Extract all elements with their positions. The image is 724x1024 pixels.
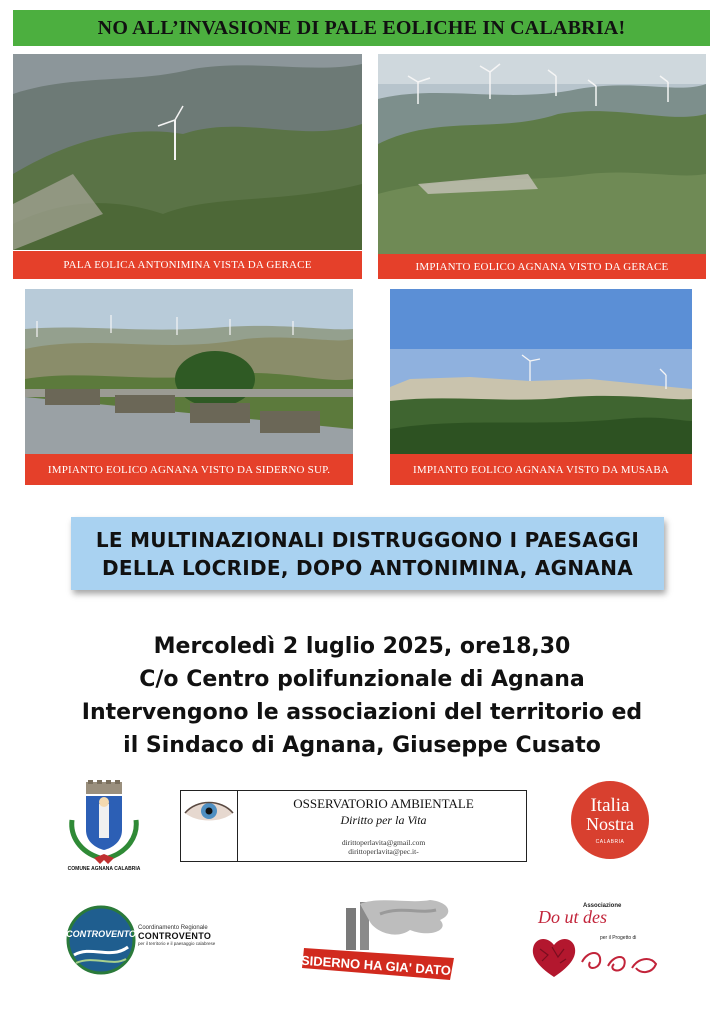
controvento-name: CONTROVENTO — [138, 931, 212, 941]
event-date: Mercoledì 2 luglio 2025, ore18,30 — [153, 634, 571, 659]
photo-caption: PALA EOLICA ANTONIMINA VISTA DA GERACE — [13, 251, 362, 279]
progetto-signature — [578, 940, 662, 980]
photo-caption: IMPIANTO EOLICO AGNANA VISTO DA SIDERNO SUP. — [25, 454, 353, 485]
osservatorio-ambientale-logo — [180, 790, 527, 862]
headline-line: LE MULTINAZIONALI DISTRUGGONO I PAESAGGI — [95, 527, 640, 552]
photo-agnana-siderno — [25, 289, 353, 454]
photo-caption: IMPIANTO EOLICO AGNANA VISTO DA MUSABA — [390, 454, 692, 485]
top-banner — [13, 10, 710, 46]
photo-antonimina-gerace — [13, 54, 362, 250]
photo-caption: IMPIANTO EOLICO AGNANA VISTO DA GERACE — [378, 254, 706, 279]
italia-nostra-line2: Nostra — [586, 813, 634, 834]
photo-agnana-musaba — [390, 289, 692, 454]
osservatorio-emails — [241, 838, 526, 856]
heart-icon — [530, 935, 578, 979]
photo-agnana-gerace — [378, 54, 706, 254]
controvento-logo — [66, 905, 136, 975]
osservatorio-email: dirittoperlavita@gmail.com — [341, 838, 426, 847]
controvento-mark: CONTROVENTO — [66, 929, 136, 939]
eye-icon — [181, 791, 238, 861]
osservatorio-email: dirittoperlavita@pec.it- — [348, 847, 419, 856]
controvento-line: Coordinamento Regionale — [138, 925, 208, 931]
doutdes-name: Do ut des — [538, 907, 607, 927]
osservatorio-subtitle: Diritto per la Vita — [340, 813, 427, 827]
event-speakers: il Sindaco di Agnana, Giuseppe Cusato — [123, 733, 601, 758]
italia-nostra-logo — [571, 781, 649, 859]
controvento-text — [138, 925, 238, 946]
event-speakers: Intervengono le associazioni del territorio ed — [81, 700, 643, 725]
comune-label: COMUNE AGNANA CALABRIA — [67, 866, 141, 872]
siderno-logo — [300, 900, 458, 982]
event-venue: C/o Centro polifunzionale di Agnana — [139, 667, 585, 692]
osservatorio-title: OSSERVATORIO AMBIENTALE — [293, 796, 474, 811]
doutdes-assoc: Associazione — [583, 903, 622, 909]
banner-title: NO ALL’INVASIONE DI PALE EOLICHE IN CALABRIA! — [97, 16, 626, 39]
italia-nostra-line1: Italia — [590, 794, 630, 816]
italia-nostra-region: CALABRIA — [595, 838, 625, 845]
headline-line: DELLA LOCRIDE, DOPO ANTONIMINA, AGNANA — [101, 555, 634, 580]
comune-agnana-crest — [64, 780, 144, 866]
event-details — [0, 630, 724, 762]
headline-box — [71, 517, 664, 590]
controvento-line: per il territorio e il paesaggio calabrese — [138, 941, 216, 946]
doutdes-progetto: per il Progetto di — [600, 935, 637, 941]
siderno-slogan: SIDERNO HA GIA' DATO! — [300, 952, 456, 979]
